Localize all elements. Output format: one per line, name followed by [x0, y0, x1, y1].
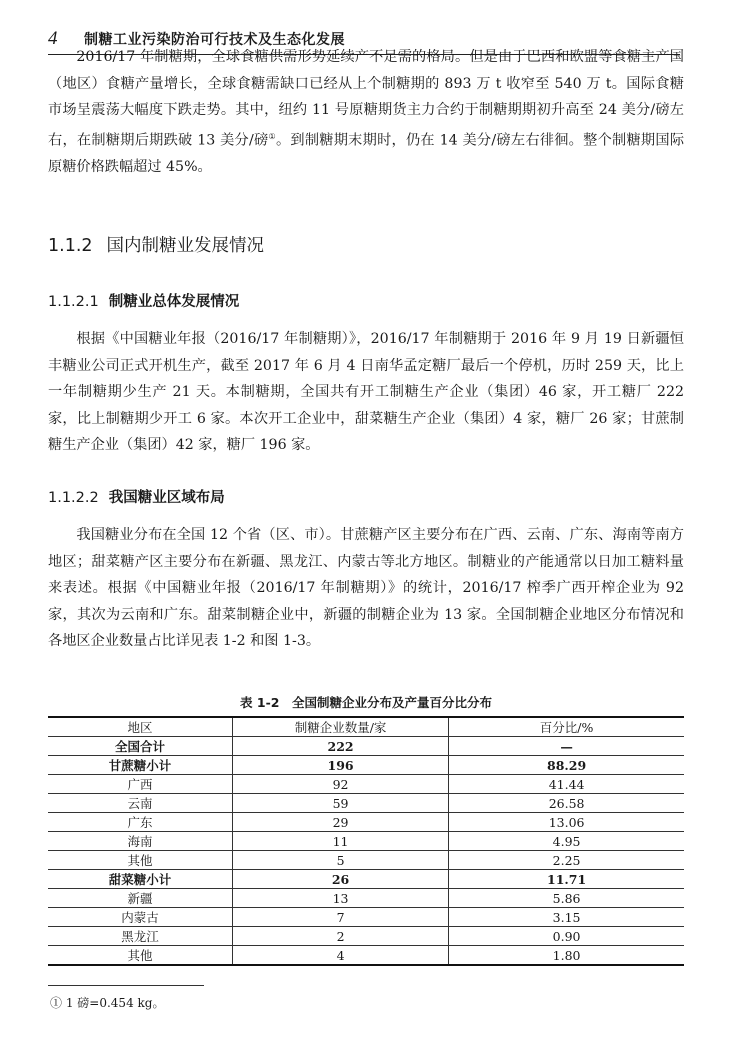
cell-percent: 41.44	[449, 775, 684, 794]
cell-count: 26	[232, 870, 448, 889]
cell-region: 内蒙古	[48, 908, 232, 927]
footnote	[50, 994, 164, 1011]
table-caption: 表 1-2 全国制糖企业分布及产量百分比分布	[240, 695, 492, 710]
cell-percent: 3.15	[449, 908, 684, 927]
footnote-ref[interactable]: ①	[268, 131, 276, 141]
footnote-marker: ①	[50, 996, 63, 1010]
table-row	[48, 927, 684, 946]
cell-count: 222	[232, 737, 448, 756]
section-title: 国内制糖业发展情况	[106, 236, 265, 256]
cell-count: 5	[232, 851, 448, 870]
cell-count: 11	[232, 832, 448, 851]
cell-percent: 88.29	[449, 756, 684, 775]
table-row	[48, 775, 684, 794]
footnote-text: 1 磅=0.454 kg。	[65, 996, 165, 1010]
section-heading-1-1-2-1	[48, 290, 239, 311]
cell-percent: 5.86	[449, 889, 684, 908]
section-number: 1.1.2	[48, 236, 93, 256]
table-row	[48, 851, 684, 870]
cell-region: 黑龙江	[48, 927, 232, 946]
cell-count: 13	[232, 889, 448, 908]
table-row	[48, 870, 684, 889]
table-row	[48, 756, 684, 775]
cell-count: 2	[232, 927, 448, 946]
cell-percent: —	[449, 737, 684, 756]
section-number: 1.1.2.1	[48, 294, 99, 310]
footnote-divider	[48, 985, 204, 986]
regional-paragraph: 我国糖业分布在全国 12 个省（区、市）。甘蔗糖产区主要分布在广西、云南、广东、海南等南方地区；甜菜糖产区主要分布在新疆、黑龙江、内蒙古等北方地区。制糖业的产能通常以日加工糖料量来表述。根据《中国糖业年报（2016/17 年制糖期）》的统计，2016/17 榨季广西开榨企业为 92 家，其次为云南和广东。甜菜制糖企业中，新疆的制糖企业为 13 家。全国制糖企业地区分布情况和各地区企业数量占比详见表 1-2 和图 1-3。	[48, 527, 684, 649]
cell-count: 59	[232, 794, 448, 813]
cell-region: 甜菜糖小计	[48, 870, 232, 889]
cell-percent: 26.58	[449, 794, 684, 813]
section-title: 我国糖业区域布局	[108, 490, 225, 506]
section-number: 1.1.2.2	[48, 490, 99, 506]
intro-text-a: 2016/17 年制糖期，全球食糖供需形势延续产不足需的格局。但是由于巴西和欧盟等食糖主产国（地区）食糖产量增长，全球食糖需缺口已经从上个制糖期的 893 万 t 收窄至 540 万 t。国际食糖市场呈震荡大幅度下跌走势。其中，纽约 11 号原糖期货主力合约于制糖期期初升高至 24 美分/磅左右，在制糖期后期跌破 13 美分/磅	[48, 49, 684, 149]
page-number: 4	[48, 28, 58, 49]
table-row	[48, 794, 684, 813]
section-heading-1-1-2	[48, 232, 264, 257]
table-row	[48, 813, 684, 832]
cell-region: 其他	[48, 851, 232, 870]
column-header: 制糖企业数量/家	[232, 717, 448, 737]
cell-count: 196	[232, 756, 448, 775]
cell-region: 全国合计	[48, 737, 232, 756]
running-title: 制糖工业污染防治可行技术及生态化发展	[84, 32, 345, 48]
table-header-row	[48, 717, 684, 737]
table-row	[48, 908, 684, 927]
cell-region: 广东	[48, 813, 232, 832]
cell-region: 甘蔗糖小计	[48, 756, 232, 775]
cell-count: 29	[232, 813, 448, 832]
cell-region: 新疆	[48, 889, 232, 908]
cell-count: 7	[232, 908, 448, 927]
cell-percent: 13.06	[449, 813, 684, 832]
section-heading-1-1-2-2	[48, 486, 225, 507]
overview-paragraph: 根据《中国糖业年报（2016/17 年制糖期）》，2016/17 年制糖期于 2016 年 9 月 19 日新疆恒丰糖业公司正式开机生产，截至 2017 年 6 月 4 日南华孟定糖厂最后一个停机，历时 259 天，比上一年制糖期少生产 21 天。本制糖期，全国共有开工制糖生产企业（集团）46 家，开工糖厂 222 家，比上制糖期少开工 6 家。本次开工企业中，甜菜糖生产企业（集团）4 家，糖厂 26 家；甘蔗制糖生产企业（集团）42 家，糖厂 196 家。	[48, 331, 684, 453]
cell-percent: 11.71	[449, 870, 684, 889]
cell-count: 92	[232, 775, 448, 794]
cell-region: 广西	[48, 775, 232, 794]
cell-region: 其他	[48, 946, 232, 966]
cell-percent: 0.90	[449, 927, 684, 946]
cell-percent: 4.95	[449, 832, 684, 851]
table-row	[48, 737, 684, 756]
cell-percent: 2.25	[449, 851, 684, 870]
cell-percent: 1.80	[449, 946, 684, 966]
intro-text-b: 。到制糖期末期时，仍在 14 美分/磅左右徘徊。整个制糖期国际原糖价格跌幅超过 45%。	[48, 132, 685, 175]
intro-paragraph	[48, 44, 684, 180]
enterprise-distribution-table	[48, 716, 684, 966]
column-header: 百分比/%	[449, 717, 684, 737]
cell-region: 云南	[48, 794, 232, 813]
section-title: 制糖业总体发展情况	[108, 294, 240, 310]
table-row	[48, 832, 684, 851]
cell-count: 4	[232, 946, 448, 966]
column-header: 地区	[48, 717, 232, 737]
cell-region: 海南	[48, 832, 232, 851]
table-row	[48, 889, 684, 908]
table-row	[48, 946, 684, 966]
